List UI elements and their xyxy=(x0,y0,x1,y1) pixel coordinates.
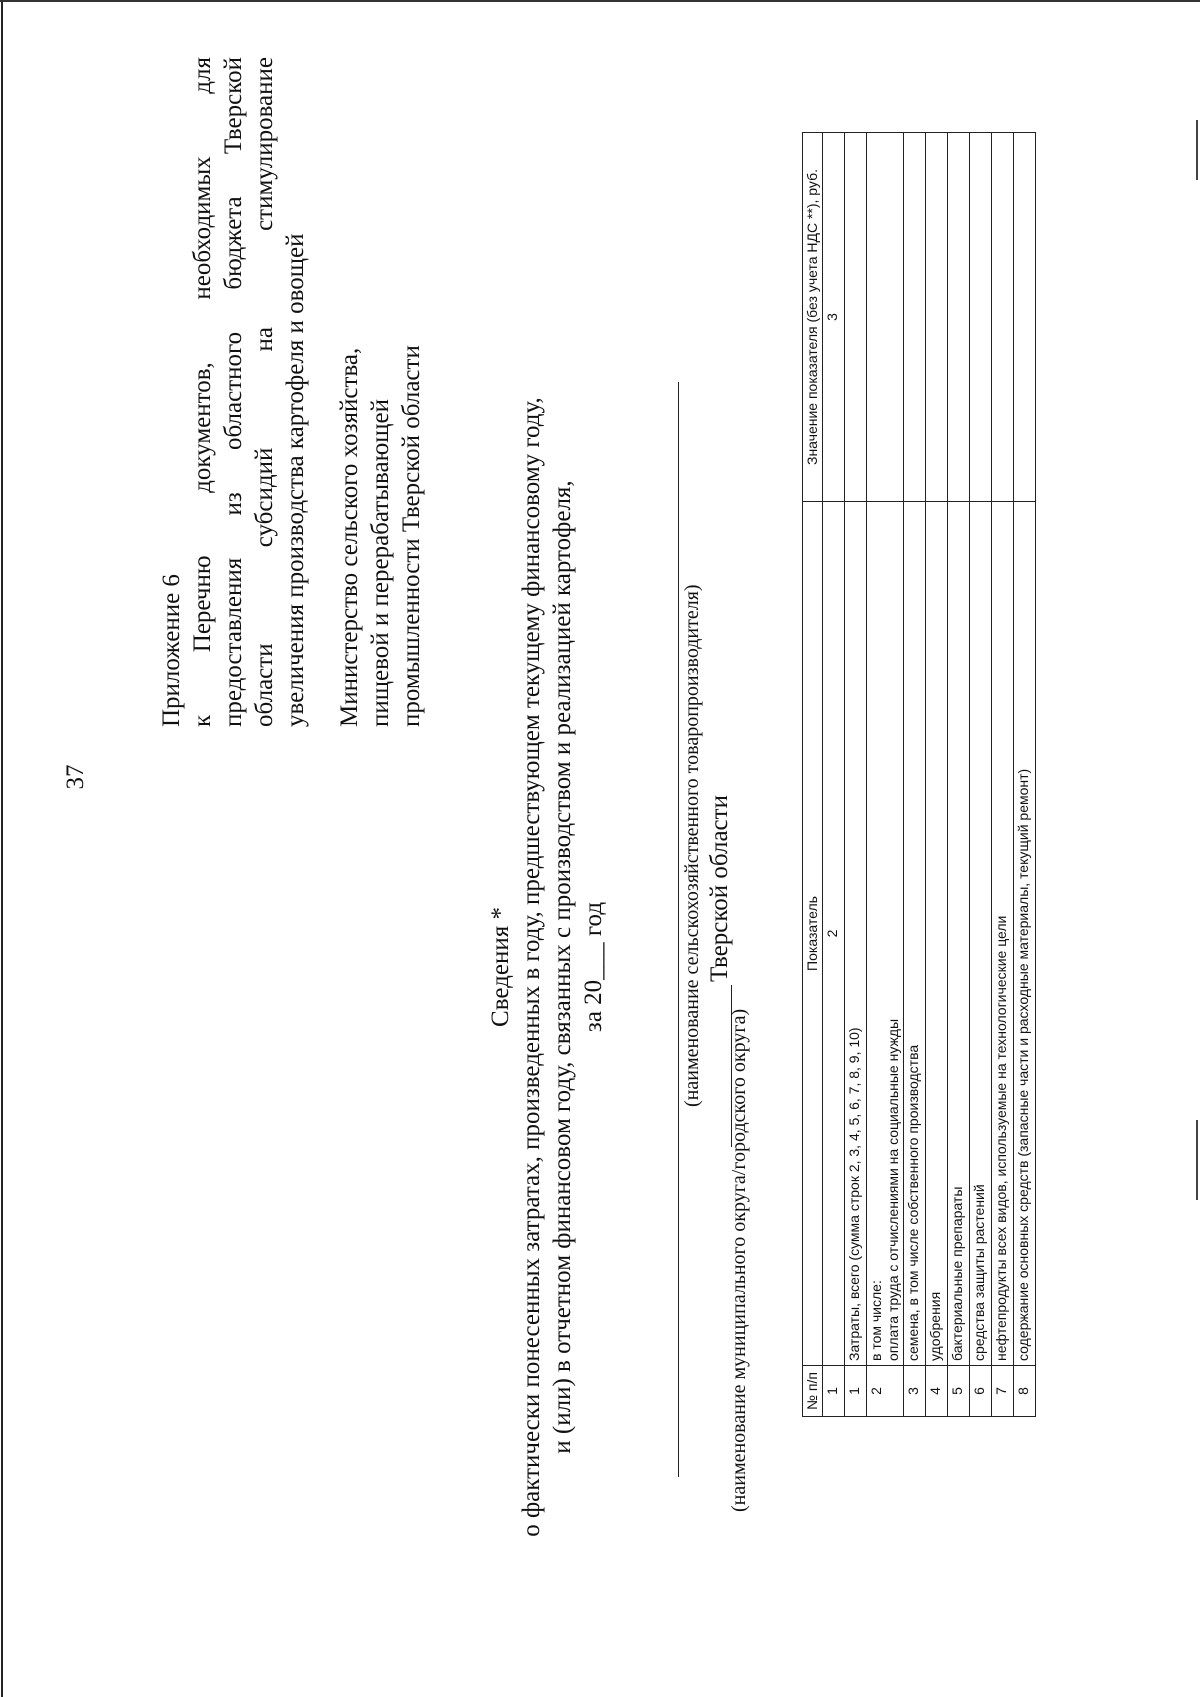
appendix-line: предоставления из областного бюджета Тверской xyxy=(220,57,247,727)
table-header-row xyxy=(803,133,823,1417)
row-value xyxy=(970,133,992,502)
addressee-line: пищевой и перерабатывающей xyxy=(367,398,394,727)
header-value: Значение показателя (без учета НДС **), руб. xyxy=(803,133,823,502)
table-row xyxy=(1014,133,1036,1417)
report-title-block xyxy=(485,332,609,1602)
report-period-line: за 20___ год xyxy=(580,901,607,1033)
appendix-header xyxy=(156,57,311,727)
row-indicator-line: в том числе: xyxy=(868,1280,884,1361)
table-row xyxy=(904,133,926,1417)
appendix-title: Приложение 6 xyxy=(158,574,185,727)
row-indicator: содержание основных средств (запасные части и расходные материалы, текущий ремонт) xyxy=(1014,502,1036,1366)
row-number: 6 xyxy=(970,1366,992,1417)
row-value xyxy=(867,133,904,502)
report-subtitle-line: о фактически понесенных затратах, произведенных в году, предшествующем текущему финансовому году, xyxy=(518,397,545,1537)
row-value xyxy=(845,133,867,502)
addressee-line: промышленности Тверской области xyxy=(398,345,425,727)
row-indicator xyxy=(867,502,904,1366)
row-number: 5 xyxy=(948,1366,970,1417)
column-index-row xyxy=(823,133,845,1417)
row-number: 8 xyxy=(1014,1366,1036,1417)
row-indicator: удобрения xyxy=(926,502,948,1366)
table-row xyxy=(926,133,948,1417)
producer-name-line xyxy=(678,382,679,1477)
row-number: 4 xyxy=(926,1366,948,1417)
table-row xyxy=(970,133,992,1417)
column-index: 1 xyxy=(823,1366,845,1417)
addressee-block xyxy=(334,127,427,727)
producer-caption: (наименование сельскохозяйственного товаропроизводителя) xyxy=(681,584,703,1107)
row-indicator: Затраты, всего (сумма строк 2, 3, 4, 5, 6, 7, 8, 9, 10) xyxy=(845,502,867,1366)
column-index: 3 xyxy=(823,133,845,502)
appendix-line: увеличения производства картофеля и овощей xyxy=(282,233,309,727)
region-label: Тверской области xyxy=(706,795,733,982)
row-number: 1 xyxy=(845,1366,867,1417)
header-num: № п/п xyxy=(803,1366,823,1417)
row-indicator-line: оплата труда с отчислениями на социальные нужды xyxy=(885,1018,901,1361)
row-indicator: семена, в том числе собственного производства xyxy=(904,502,926,1366)
appendix-line: к Перечню документов, необходимых для xyxy=(189,57,216,727)
row-number: 7 xyxy=(992,1366,1014,1417)
row-indicator: бактериальные препараты xyxy=(948,502,970,1366)
row-value xyxy=(904,133,926,502)
table-row xyxy=(992,133,1014,1417)
report-subtitle-line: и (или) в отчетном финансовом году, связанных с производством и реализацией картофеля, xyxy=(549,480,576,1454)
table-row xyxy=(867,133,904,1417)
table-row xyxy=(845,133,867,1417)
table-row xyxy=(948,133,970,1417)
municipality-caption: (наименование муниципального округа/городского округа) xyxy=(728,1008,750,1512)
page-number: 37 xyxy=(62,764,89,790)
addressee-line: Министерство сельского хозяйства, xyxy=(336,347,363,727)
row-number: 3 xyxy=(904,1366,926,1417)
header-indicator: Показатель xyxy=(803,502,823,1366)
row-value xyxy=(926,133,948,502)
report-title: Сведения * xyxy=(487,907,514,1027)
row-value xyxy=(992,133,1014,502)
row-value xyxy=(1014,133,1036,502)
row-indicator: средства защиты растений xyxy=(970,502,992,1366)
column-index: 2 xyxy=(823,502,845,1366)
row-value xyxy=(948,133,970,502)
costs-table xyxy=(802,132,1036,1417)
row-indicator: нефтепродукты всех видов, используемые на технологические цели xyxy=(992,502,1014,1366)
row-number: 2 xyxy=(867,1366,904,1417)
appendix-line: области субсидий на стимулирование xyxy=(251,57,278,727)
